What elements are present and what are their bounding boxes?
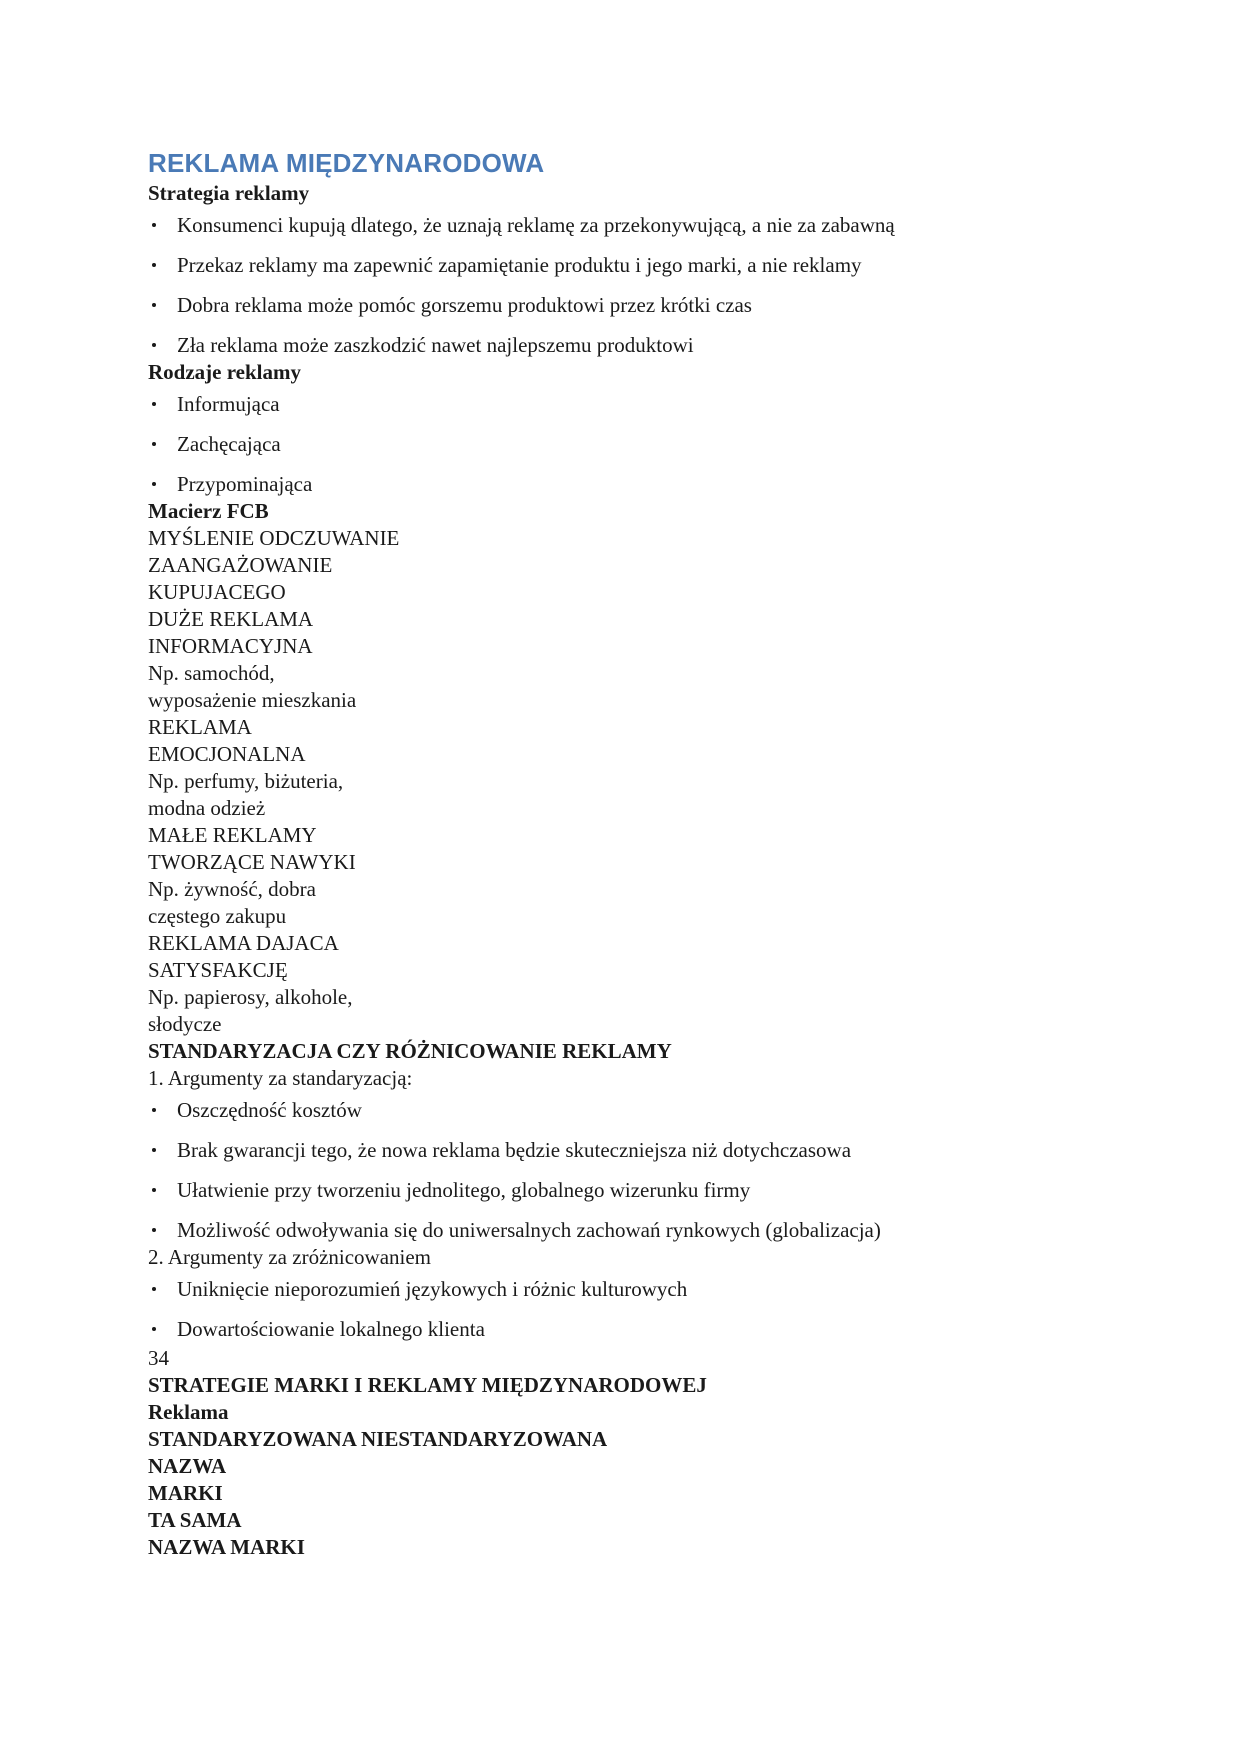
fcb-line: MAŁE REKLAMY (148, 823, 317, 847)
fcb-heading: Macierz FCB (148, 499, 269, 523)
bullet-icon (152, 1148, 156, 1152)
fcb-line: SATYSFAKCJĘ (148, 958, 288, 982)
bullet-icon (152, 1287, 156, 1291)
bullet-icon (152, 482, 156, 486)
brand-line: MARKI (148, 1481, 223, 1505)
types-list (148, 391, 1108, 498)
list-item: Zachęcająca (148, 431, 1108, 458)
bullet-icon (152, 1327, 156, 1331)
pro-standard-label: 1. Argumenty za standaryzacją: (148, 1066, 413, 1090)
pro-standard-list (148, 1097, 1108, 1244)
fcb-line: DUŻE REKLAMA (148, 607, 314, 631)
fcb-line: Np. perfumy, biżuteria, (148, 769, 344, 793)
bullet-icon (152, 263, 156, 267)
fcb-line: wyposażenie mieszkania (148, 688, 357, 712)
brand-line: Reklama (148, 1400, 229, 1424)
fcb-line: częstego zakupu (148, 904, 287, 928)
fcb-line: Np. żywność, dobra (148, 877, 316, 901)
document-page (148, 146, 1108, 1561)
fcb-line: REKLAMA (148, 715, 252, 739)
brand-section (148, 1372, 1108, 1561)
list-item: Dowartościowanie lokalnego klienta (148, 1316, 1108, 1343)
list-item: Przypominająca (148, 471, 1108, 498)
pro-diff-list (148, 1276, 1108, 1343)
list-item: Informująca (148, 391, 1108, 418)
fcb-line: INFORMACYJNA (148, 634, 313, 658)
fcb-line: Np. samochód, (148, 661, 275, 685)
fcb-line: MYŚLENIE ODCZUWANIE (148, 526, 400, 550)
list-item: Możliwość odwoływania się do uniwersalnych zachowań rynkowych (globalizacja) (148, 1217, 1108, 1244)
brand-line: NAZWA MARKI (148, 1535, 305, 1559)
list-item: Ułatwienie przy tworzeniu jednolitego, globalnego wizerunku firmy (148, 1177, 1108, 1204)
fcb-line: Np. papierosy, alkohole, (148, 985, 353, 1009)
types-heading: Rodzaje reklamy (148, 360, 301, 384)
pro-diff-label: 2. Argumenty za zróżnicowaniem (148, 1245, 432, 1269)
fcb-line: KUPUJACEGO (148, 580, 286, 604)
list-item: Oszczędność kosztów (148, 1097, 1108, 1124)
fcb-line: TWORZĄCE NAWYKI (148, 850, 356, 874)
list-item: Konsumenci kupują dlatego, że uznają reklamę za przekonywującą, a nie za zabawną (148, 212, 1108, 239)
list-item: Brak gwarancji tego, że nowa reklama będzie skuteczniejsza niż dotychczasowa (148, 1137, 1108, 1164)
bullet-icon (152, 1228, 156, 1232)
bullet-icon (152, 402, 156, 406)
fcb-matrix (148, 525, 1108, 1038)
bullet-icon (152, 223, 156, 227)
list-item: Dobra reklama może pomóc gorszemu produktowi przez krótki czas (148, 292, 1108, 319)
fcb-line: ZAANGAŻOWANIE (148, 553, 333, 577)
bullet-icon (152, 442, 156, 446)
fcb-line: modna odzież (148, 796, 266, 820)
list-item: Przekaz reklamy ma zapewnić zapamiętanie produktu i jego marki, a nie reklamy (148, 252, 1108, 279)
brand-line: TA SAMA (148, 1508, 242, 1532)
brand-line: STANDARYZOWANA NIESTANDARYZOWANA (148, 1427, 608, 1451)
list-item: Zła reklama może zaszkodzić nawet najlepszemu produktowi (148, 332, 1108, 359)
bullet-icon (152, 1188, 156, 1192)
fcb-line: EMOCJONALNA (148, 742, 306, 766)
fcb-line: REKLAMA DAJACA (148, 931, 339, 955)
list-item: Uniknięcie nieporozumień językowych i różnic kulturowych (148, 1276, 1108, 1303)
standardization-heading: STANDARYZACJA CZY RÓŻNICOWANIE REKLAMY (148, 1039, 672, 1063)
bullet-icon (152, 343, 156, 347)
brand-line: STRATEGIE MARKI I REKLAMY MIĘDZYNARODOWEJ (148, 1373, 707, 1397)
strategy-heading: Strategia reklamy (148, 181, 310, 205)
bullet-icon (152, 303, 156, 307)
strategy-list (148, 212, 1108, 359)
bullet-icon (152, 1108, 156, 1112)
brand-line: NAZWA (148, 1454, 227, 1478)
page-number: 34 (148, 1346, 169, 1370)
document-title: REKLAMA MIĘDZYNARODOWA (148, 148, 545, 178)
fcb-line: słodycze (148, 1012, 222, 1036)
